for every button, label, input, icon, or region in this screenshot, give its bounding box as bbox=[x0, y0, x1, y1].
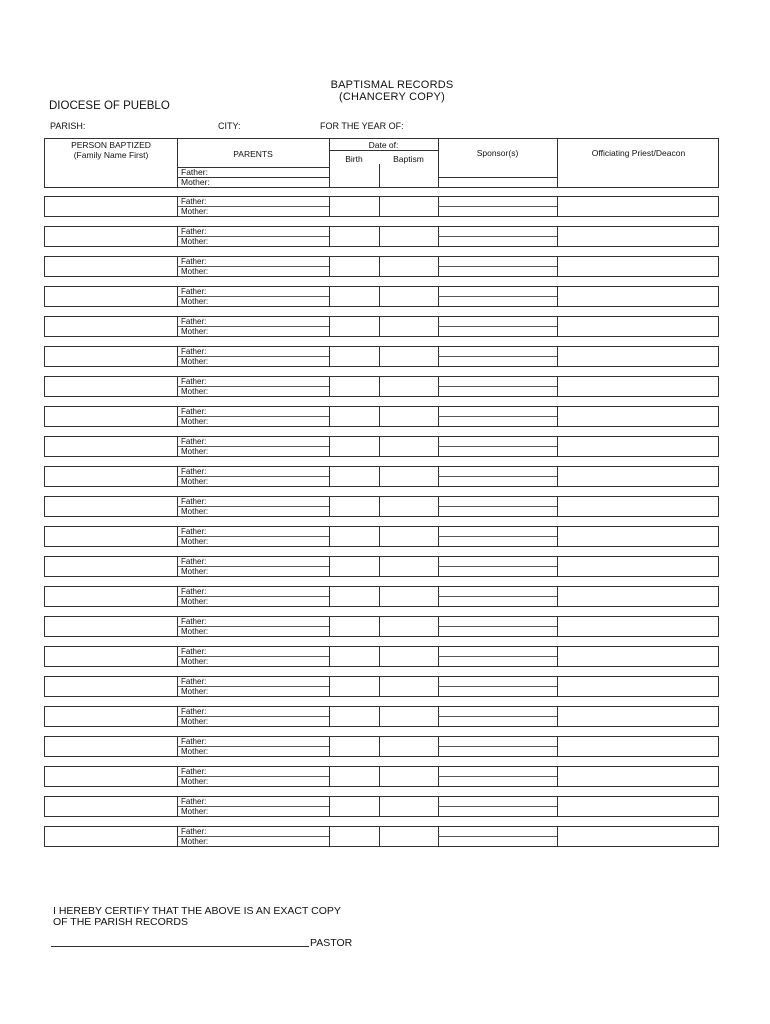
father-label: Father: bbox=[181, 647, 207, 656]
mother-label: Mother: bbox=[181, 657, 209, 666]
mother-label: Mother: bbox=[181, 267, 209, 276]
table-row bbox=[44, 406, 719, 427]
row-divider bbox=[438, 386, 557, 387]
officiant-cell[interactable] bbox=[557, 677, 558, 696]
officiant-cell[interactable] bbox=[557, 767, 558, 786]
birth-cell[interactable] bbox=[329, 767, 330, 786]
row-divider bbox=[438, 836, 557, 837]
birth-cell[interactable] bbox=[329, 737, 330, 756]
baptism-cell[interactable] bbox=[379, 377, 380, 396]
table-row bbox=[44, 646, 719, 667]
mother-label: Mother: bbox=[181, 387, 209, 396]
father-label: Father: bbox=[181, 617, 207, 626]
baptism-cell[interactable] bbox=[379, 317, 380, 336]
header-divider bbox=[557, 139, 558, 187]
certification-line-1: I HEREBY CERTIFY THAT THE ABOVE IS AN EXACT COPY bbox=[53, 905, 341, 917]
baptism-cell[interactable] bbox=[379, 647, 380, 666]
row-divider bbox=[438, 566, 557, 567]
mother-label: Mother: bbox=[181, 597, 209, 606]
father-label: Father: bbox=[181, 257, 207, 266]
certification-line-2: OF THE PARISH RECORDS bbox=[53, 916, 188, 928]
header-divider bbox=[379, 164, 380, 187]
officiant-cell[interactable] bbox=[557, 827, 558, 846]
mother-label: Mother: bbox=[181, 837, 209, 846]
mother-label: Mother: bbox=[181, 297, 209, 306]
officiant-cell[interactable] bbox=[557, 317, 558, 336]
baptism-cell[interactable] bbox=[379, 617, 380, 636]
table-header bbox=[44, 138, 719, 188]
table-row bbox=[44, 286, 719, 307]
mother-label: Mother: bbox=[181, 627, 209, 636]
officiant-cell[interactable] bbox=[557, 527, 558, 546]
birth-cell[interactable] bbox=[329, 377, 330, 396]
table-row bbox=[44, 676, 719, 697]
row-divider bbox=[438, 536, 557, 537]
header-date-of: Date of: bbox=[368, 140, 399, 150]
row-divider bbox=[438, 686, 557, 687]
row-divider bbox=[438, 446, 557, 447]
father-label: Father: bbox=[181, 167, 208, 177]
table-row bbox=[44, 526, 719, 547]
officiant-cell[interactable] bbox=[557, 437, 558, 456]
mother-label: Mother: bbox=[181, 207, 209, 216]
baptism-cell[interactable] bbox=[379, 767, 380, 786]
birth-cell[interactable] bbox=[329, 617, 330, 636]
baptism-cell[interactable] bbox=[379, 797, 380, 816]
row-divider bbox=[438, 746, 557, 747]
mother-label: Mother: bbox=[181, 567, 209, 576]
header-divider bbox=[177, 139, 178, 187]
row-divider bbox=[438, 656, 557, 657]
father-label: Father: bbox=[181, 677, 207, 686]
table-row bbox=[44, 466, 719, 487]
mother-label: Mother: bbox=[181, 687, 209, 696]
officiant-cell[interactable] bbox=[557, 557, 558, 576]
birth-cell[interactable] bbox=[329, 497, 330, 516]
baptism-cell[interactable] bbox=[379, 467, 380, 486]
birth-cell[interactable] bbox=[329, 257, 330, 276]
row-divider bbox=[438, 266, 557, 267]
header-birth: Birth bbox=[345, 154, 363, 164]
father-label: Father: bbox=[181, 377, 207, 386]
form-title: BAPTISMAL RECORDS bbox=[330, 79, 454, 91]
father-label: Father: bbox=[181, 827, 207, 836]
officiant-cell[interactable] bbox=[557, 707, 558, 726]
birth-cell[interactable] bbox=[329, 827, 330, 846]
table-row bbox=[44, 826, 719, 847]
mother-label: Mother: bbox=[181, 327, 209, 336]
officiant-cell[interactable] bbox=[557, 647, 558, 666]
header-baptism: Baptism bbox=[393, 154, 424, 164]
birth-cell[interactable] bbox=[329, 527, 330, 546]
mother-label: Mother: bbox=[181, 357, 209, 366]
header-divider bbox=[438, 177, 557, 178]
mother-label: Mother: bbox=[181, 177, 210, 187]
mother-label: Mother: bbox=[181, 807, 209, 816]
birth-cell[interactable] bbox=[329, 407, 330, 426]
table-row bbox=[44, 616, 719, 637]
birth-cell[interactable] bbox=[329, 797, 330, 816]
father-label: Father: bbox=[181, 287, 207, 296]
officiant-cell[interactable] bbox=[557, 287, 558, 306]
row-divider bbox=[438, 416, 557, 417]
baptism-cell[interactable] bbox=[379, 677, 380, 696]
officiant-cell[interactable] bbox=[557, 587, 558, 606]
baptism-cell[interactable] bbox=[379, 527, 380, 546]
father-label: Father: bbox=[181, 797, 207, 806]
header-divider bbox=[438, 139, 439, 187]
baptism-cell[interactable] bbox=[379, 707, 380, 726]
father-label: Father: bbox=[181, 317, 207, 326]
baptism-cell[interactable] bbox=[379, 437, 380, 456]
baptism-cell[interactable] bbox=[379, 407, 380, 426]
father-label: Father: bbox=[181, 767, 207, 776]
table-row bbox=[44, 586, 719, 607]
row-divider bbox=[438, 506, 557, 507]
birth-cell[interactable] bbox=[329, 557, 330, 576]
father-label: Father: bbox=[181, 707, 207, 716]
baptism-cell[interactable] bbox=[379, 197, 380, 216]
pastor-signature-line[interactable] bbox=[51, 946, 309, 947]
baptism-cell[interactable] bbox=[379, 287, 380, 306]
table-row bbox=[44, 556, 719, 577]
mother-label: Mother: bbox=[181, 417, 209, 426]
father-label: Father: bbox=[181, 467, 207, 476]
officiant-cell[interactable] bbox=[557, 377, 558, 396]
table-row bbox=[44, 436, 719, 457]
table-row bbox=[44, 496, 719, 517]
row-divider bbox=[438, 716, 557, 717]
form-subtitle: (CHANCERY COPY) bbox=[339, 91, 445, 103]
officiant-cell[interactable] bbox=[557, 797, 558, 816]
father-label: Father: bbox=[181, 527, 207, 536]
row-divider bbox=[438, 776, 557, 777]
header-officiant: Officiating Priest/Deacon bbox=[591, 148, 686, 158]
birth-cell[interactable] bbox=[329, 707, 330, 726]
header-person-baptized: PERSON BAPTIZED bbox=[71, 140, 151, 150]
mother-label: Mother: bbox=[181, 447, 209, 456]
table-row bbox=[44, 226, 719, 247]
row-divider bbox=[438, 296, 557, 297]
table-row bbox=[44, 346, 719, 367]
baptism-cell[interactable] bbox=[379, 497, 380, 516]
officiant-cell[interactable] bbox=[557, 347, 558, 366]
row-divider bbox=[438, 356, 557, 357]
table-row bbox=[44, 736, 719, 757]
father-label: Father: bbox=[181, 587, 207, 596]
table-row bbox=[44, 796, 719, 817]
mother-label: Mother: bbox=[181, 507, 209, 516]
officiant-cell[interactable] bbox=[557, 227, 558, 246]
father-label: Father: bbox=[181, 437, 207, 446]
table-row bbox=[44, 376, 719, 397]
city-label: CITY: bbox=[218, 121, 241, 131]
birth-cell[interactable] bbox=[329, 467, 330, 486]
officiant-cell[interactable] bbox=[557, 197, 558, 216]
row-divider bbox=[438, 326, 557, 327]
father-label: Father: bbox=[181, 197, 207, 206]
birth-cell[interactable] bbox=[329, 647, 330, 666]
mother-label: Mother: bbox=[181, 717, 209, 726]
mother-label: Mother: bbox=[181, 537, 209, 546]
officiant-cell[interactable] bbox=[557, 467, 558, 486]
table-row bbox=[44, 766, 719, 787]
baptism-cell[interactable] bbox=[379, 587, 380, 606]
baptism-cell[interactable] bbox=[379, 557, 380, 576]
pastor-label: PASTOR bbox=[310, 937, 353, 949]
birth-cell[interactable] bbox=[329, 317, 330, 336]
table-row bbox=[44, 706, 719, 727]
father-label: Father: bbox=[181, 557, 207, 566]
officiant-cell[interactable] bbox=[557, 257, 558, 276]
row-divider bbox=[438, 626, 557, 627]
mother-label: Mother: bbox=[181, 477, 209, 486]
baptism-cell[interactable] bbox=[379, 827, 380, 846]
baptism-cell[interactable] bbox=[379, 227, 380, 246]
table-row bbox=[44, 256, 719, 277]
diocese-name: DIOCESE OF PUEBLO bbox=[49, 100, 170, 112]
officiant-cell[interactable] bbox=[557, 497, 558, 516]
father-label: Father: bbox=[181, 407, 207, 416]
row-divider bbox=[438, 206, 557, 207]
baptism-cell[interactable] bbox=[379, 257, 380, 276]
birth-cell[interactable] bbox=[329, 197, 330, 216]
birth-cell[interactable] bbox=[329, 287, 330, 306]
birth-cell[interactable] bbox=[329, 347, 330, 366]
row-divider bbox=[438, 476, 557, 477]
row-divider bbox=[438, 806, 557, 807]
header-family-name-first: (Family Name First) bbox=[73, 150, 149, 160]
father-label: Father: bbox=[181, 227, 207, 236]
father-label: Father: bbox=[181, 347, 207, 356]
officiant-cell[interactable] bbox=[557, 737, 558, 756]
birth-cell[interactable] bbox=[329, 437, 330, 456]
header-parents: PARENTS bbox=[233, 149, 273, 159]
header-sponsors: Sponsor(s) bbox=[476, 148, 519, 158]
header-divider bbox=[329, 150, 438, 151]
mother-label: Mother: bbox=[181, 747, 209, 756]
table-row bbox=[44, 316, 719, 337]
father-label: Father: bbox=[181, 737, 207, 746]
row-divider bbox=[438, 236, 557, 237]
birth-cell[interactable] bbox=[329, 227, 330, 246]
baptism-cell[interactable] bbox=[379, 737, 380, 756]
mother-label: Mother: bbox=[181, 237, 209, 246]
table-row bbox=[44, 196, 719, 217]
birth-cell[interactable] bbox=[329, 587, 330, 606]
officiant-cell[interactable] bbox=[557, 407, 558, 426]
row-divider bbox=[438, 596, 557, 597]
father-label: Father: bbox=[181, 497, 207, 506]
officiant-cell[interactable] bbox=[557, 617, 558, 636]
mother-label: Mother: bbox=[181, 777, 209, 786]
birth-cell[interactable] bbox=[329, 677, 330, 696]
baptism-cell[interactable] bbox=[379, 347, 380, 366]
year-label: FOR THE YEAR OF: bbox=[320, 121, 404, 131]
parish-label: PARISH: bbox=[50, 121, 86, 131]
